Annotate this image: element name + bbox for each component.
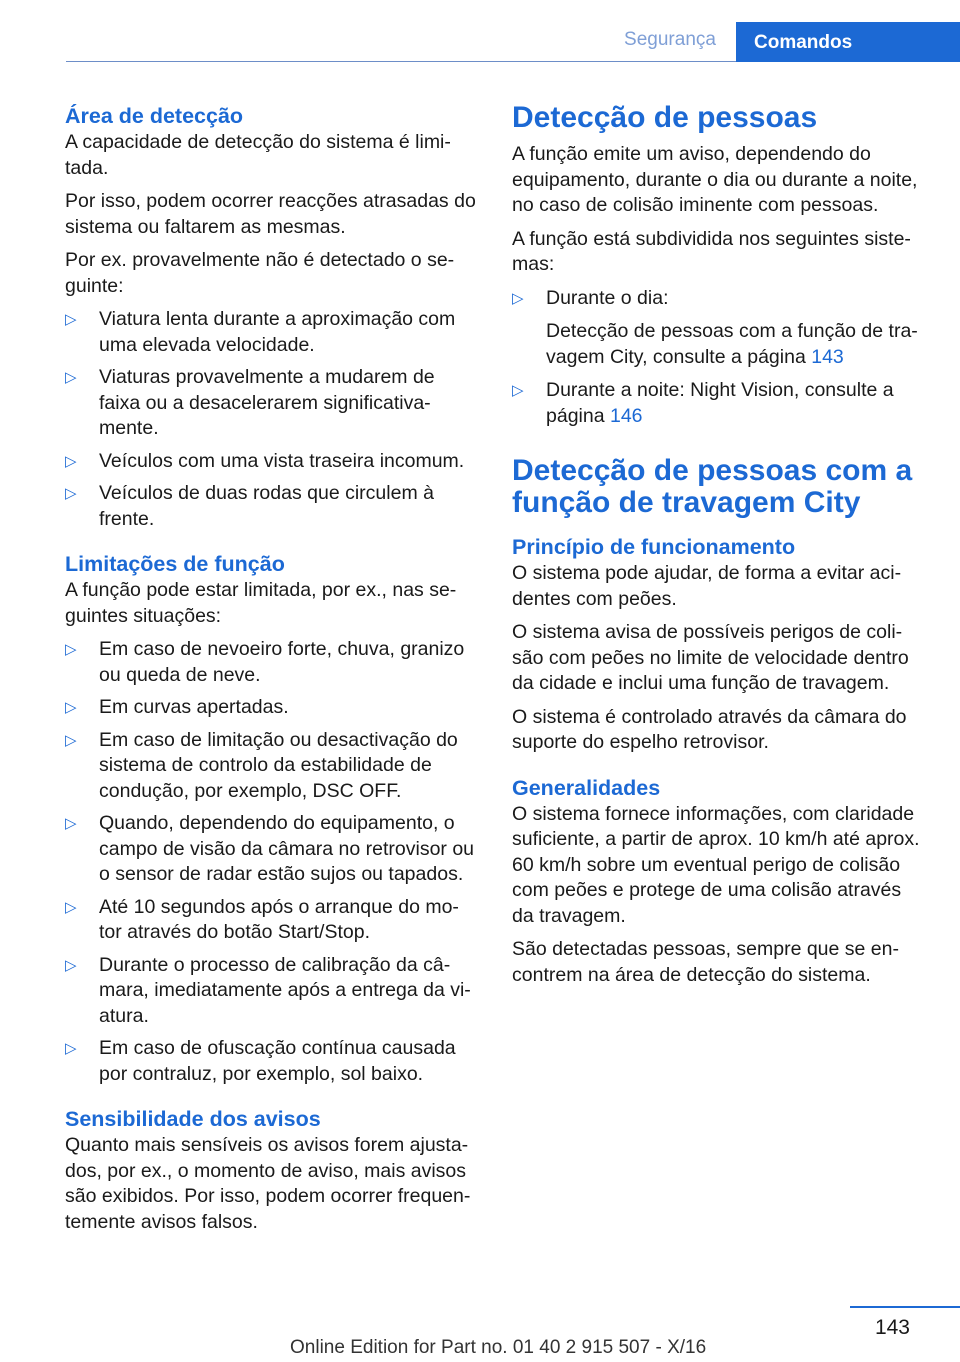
list-item <box>65 953 480 1030</box>
heading-person-detection: Detecção de pessoas <box>512 101 818 134</box>
list-item <box>65 637 480 688</box>
triangle-bullet-icon: ▷ <box>65 898 77 916</box>
list-item <box>65 895 480 946</box>
list-item-body: Durante a noite: Night Vision, consulte a página <box>546 379 894 427</box>
left-column <box>65 102 480 1243</box>
heading-detection-area: Área de detecção <box>65 104 244 128</box>
list-item <box>512 378 927 429</box>
list-item-text: Quando, dependendo do equipamento, o campo de visão da câmara no retrovisor ou o sensor de radar estão sujos ou tapados. <box>99 812 475 885</box>
list-item <box>65 1036 480 1087</box>
list-item <box>65 365 480 442</box>
list-item-text: Em curvas apertadas. <box>99 696 289 718</box>
list-item <box>65 811 480 888</box>
triangle-bullet-icon: ▷ <box>65 699 77 716</box>
list-item-text: Em caso de ofuscação contínua causada por contraluz, por exemplo, sol baixo. <box>99 1037 456 1085</box>
paragraph: O sistema é controlado através da câmara do suporte do espelho retrovisor. <box>512 705 907 753</box>
paragraph: Quanto mais sensíveis os avisos forem ajusta-dos, por ex., o momento de aviso, mais avisos são exibidos. Por isso, podem ocorrer frequen-temente avisos falsos. <box>65 1134 471 1233</box>
bullet-list <box>65 637 480 1087</box>
page-link-143[interactable]: 143 <box>811 345 844 368</box>
triangle-bullet-icon: ▷ <box>65 452 77 470</box>
footer-edition: Online Edition for Part no. 01 40 2 915 507 - X/16 <box>290 1337 707 1358</box>
paragraph: O sistema pode ajudar, de forma a evitar aci-dentes com peões. <box>512 562 902 610</box>
paragraph: A função pode estar limitada, por ex., nas se-guintes situações: <box>65 579 457 627</box>
list-item-text: Veículos de duas rodas que circulem à frente. <box>99 482 434 530</box>
heading-function-limitations: Limitações de função <box>65 552 285 576</box>
triangle-bullet-icon: ▷ <box>65 1040 77 1057</box>
paragraph: Por ex. provavelmente não é detectado o se-guinte: <box>65 249 455 297</box>
paragraph: São detectadas pessoas, sempre que se en-contrem na área de detecção do sistema. <box>512 938 899 986</box>
triangle-bullet-icon: ▷ <box>65 956 77 974</box>
list-item-title: Durante o dia: <box>546 286 669 309</box>
section-tab[interactable]: Segurança <box>624 29 716 50</box>
heading-general: Generalidades <box>512 775 661 800</box>
list-item-text: Veículos com uma vista traseira incomum. <box>99 449 465 472</box>
page-link-146[interactable]: 146 <box>609 404 643 427</box>
triangle-bullet-icon: ▷ <box>512 382 524 399</box>
list-item-text: Durante o processo de calibração da câ-mara, imediatamente após a entrega da vi-atura. <box>99 953 471 1027</box>
triangle-bullet-icon: ▷ <box>65 815 77 832</box>
footer-rule <box>850 1306 960 1308</box>
triangle-bullet-icon: ▷ <box>65 311 77 328</box>
list-item-text: Até 10 segundos após o arranque do mo-tor através do botão Start/Stop. <box>99 895 459 943</box>
list-item-text: Em caso de limitação ou desactivação do sistema de controlo da estabilidade de condução, por exemplo, DSC OFF. <box>99 728 458 802</box>
heading-city-braking: Detecção de pessoas com a função de travagem City <box>512 454 913 519</box>
triangle-bullet-icon: ▷ <box>65 641 77 658</box>
heading-warning-sensitivity: Sensibilidade dos avisos <box>65 1107 321 1131</box>
list-item-body: Detecção de pessoas com a função de tra-vagem City, consulte a página <box>546 320 918 368</box>
bullet-list <box>512 286 927 430</box>
paragraph: Por isso, podem ocorrer reacções atrasadas do sistema ou faltarem as mesmas. <box>65 190 476 238</box>
triangle-bullet-icon: ▷ <box>65 731 77 749</box>
list-item-text: Viatura lenta durante a aproximação com uma elevada velocidade. <box>99 308 456 356</box>
triangle-bullet-icon: ▷ <box>512 289 524 307</box>
list-item <box>65 307 480 358</box>
right-column <box>512 102 927 996</box>
list-item-text: Viaturas provavelmente a mudarem de faixa ou a desacelerarem significativa-mente. <box>99 366 435 439</box>
list-item <box>512 286 927 371</box>
list-item-text <box>546 319 927 370</box>
bullet-list <box>65 307 480 532</box>
list-item <box>65 695 480 721</box>
paragraph: O sistema avisa de possíveis perigos de coli-são com peões no limite de velocidade dentro da cidade e inclui uma função de travagem. <box>512 621 909 694</box>
paragraph: A capacidade de detecção do sistema é limi-tada. <box>65 131 451 179</box>
list-item <box>65 728 480 805</box>
page-number: 143 <box>874 1316 910 1339</box>
paragraph: O sistema fornece informações, com claridade suficiente, a partir de aprox. 10 km/h até aprox. 60 km/h sobre um eventual perigo de colisão com peões e protege de uma colisão através da travagem. <box>512 802 920 927</box>
chapter-tab[interactable]: Comandos <box>736 22 960 62</box>
paragraph: A função emite um aviso, dependendo do equipamento, durante o dia ou durante a noite, no caso de colisão iminente com pessoas. <box>512 143 918 216</box>
list-item-text: Em caso de nevoeiro forte, chuva, granizo ou queda de neve. <box>99 638 465 686</box>
heading-operating-principle: Princípio de funcionamento <box>512 535 796 559</box>
list-item <box>65 449 480 475</box>
paragraph: A função está subdividida nos seguintes siste-mas: <box>512 227 911 275</box>
triangle-bullet-icon: ▷ <box>65 485 77 502</box>
triangle-bullet-icon: ▷ <box>65 369 77 386</box>
list-item <box>65 481 480 532</box>
